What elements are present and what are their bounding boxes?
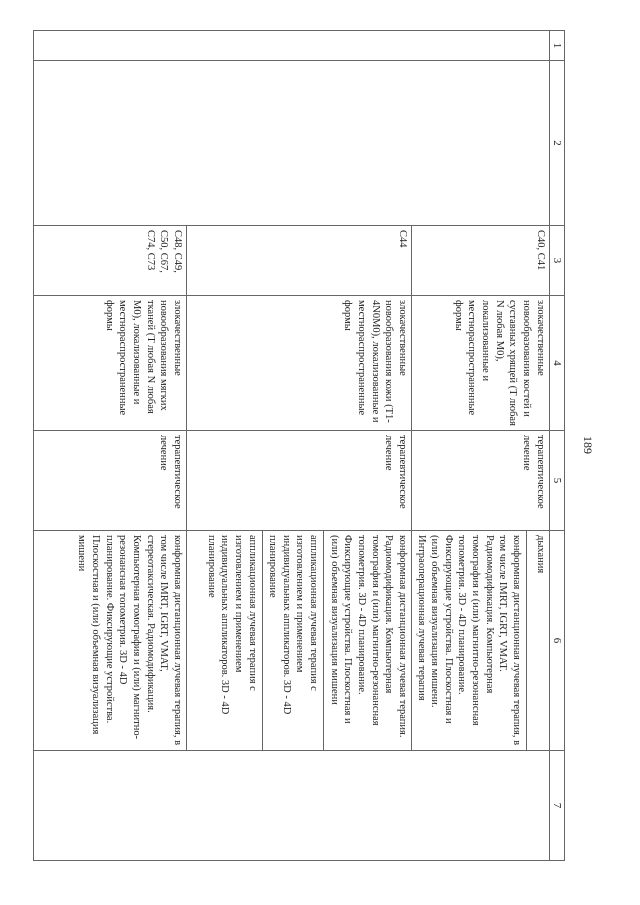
methods-cell — [411, 531, 549, 751]
code-cell: C40, C41 — [411, 226, 549, 296]
table-row — [411, 31, 549, 861]
method-text: конформная дистанционная лучевая терапия. Радиомодификация. Компьютерная томография и (или) магнитно-резонансная топометрия. 3D - 4D планирование. Фиксирующие устройства. Плоскостная и (или) объемная визуализация мишени — [328, 535, 408, 738]
cell-col1 — [34, 31, 550, 61]
header-row — [549, 31, 564, 861]
model-cell: злокачественные новообразования кожи (T1-4N0M0), локализованные и местнораспространенные формы — [186, 296, 411, 431]
methods-cell — [34, 531, 187, 751]
model-cell: злокачественные новообразования костей и суставных хрящей (T любая N любая M0), локализованные и местнораспространенные формы — [411, 296, 549, 431]
col-header-2: 2 — [549, 61, 564, 226]
col-header-5: 5 — [549, 431, 564, 531]
method-text: аппликационная лучевая терапия с изготовлением и применением индивидуальных аппликаторов. 3D - 4D планирование — [204, 531, 263, 750]
code-cell: C44 — [186, 226, 411, 296]
type-cell: терапевтическое лечение — [411, 431, 549, 531]
cell-col7 — [34, 751, 550, 861]
col-header-4: 4 — [549, 296, 564, 431]
continuation-text: дыхания — [534, 535, 546, 574]
rotated-page — [33, 30, 595, 860]
col-header-1: 1 — [549, 31, 564, 61]
col-header-7: 7 — [549, 751, 564, 861]
cell-col2 — [34, 61, 550, 226]
type-cell: терапевтическое лечение — [34, 431, 187, 531]
method-text: аппликационная лучевая терапия с изготовлением и применением индивидуальных аппликаторов. 3D - 4D планирование — [266, 531, 325, 750]
method-text: конформная дистанционная лучевая терапия, в том числе IMRT, IGRT, VMAT. Радиомодификация. Компьютерная томография и (или) магнитно-резонансная топометрия. 3D - 4D планирование. Фиксирующие устройства. Плоскостная и (или) объемная визуализация мишени. — [428, 531, 527, 750]
method-text: Интраоперационная лучевая терапия — [415, 535, 427, 701]
type-cell: терапевтическое лечение — [186, 431, 411, 531]
col-header-3: 3 — [549, 226, 564, 296]
methods-cell — [186, 531, 411, 751]
method-text: конформная дистанционная лучевая терапия, в том числе IMRT, IGRT, VMAT, стереотаксическая. Радиомодификация. Компьютерная томография и (или) магнитно-резонансная топометрия. 3D - 4D планирование. Фиксирующие устройства. Плоскостная и (или) объемная визуализация мишени — [76, 535, 183, 746]
procedures-table — [33, 30, 565, 861]
code-cell: C48, C49, C50, C67, C74, C73 — [34, 226, 187, 296]
model-cell: злокачественные новообразования мягких тканей (T любая N любая M0), локализованные и местнораспространенные формы — [34, 296, 187, 431]
page-number: 189 — [581, 436, 595, 454]
col-header-6: 6 — [549, 531, 564, 751]
